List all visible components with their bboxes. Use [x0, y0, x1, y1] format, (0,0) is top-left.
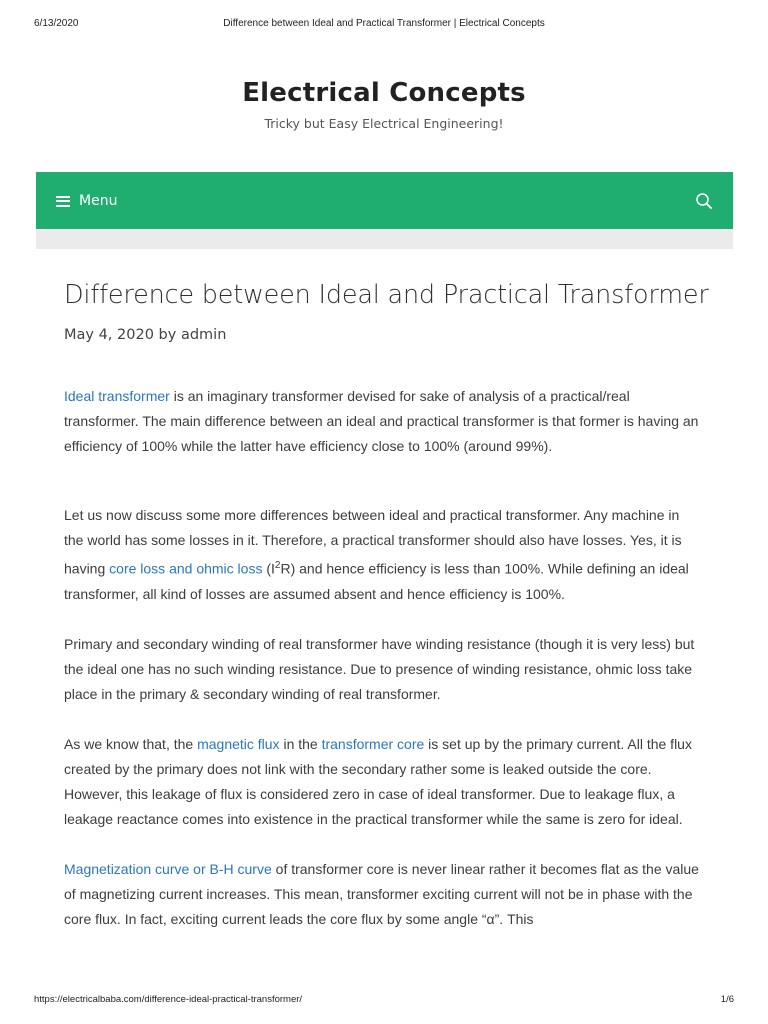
by-label: by: [158, 327, 177, 343]
ideal-transformer-link[interactable]: Ideal transformer: [64, 388, 170, 404]
print-footer: [34, 994, 734, 1008]
paragraph-3: Primary and secondary winding of real transformer have winding resistance (though it is very less) but the ideal one has no such winding resistance. Due to presence of winding resistance, ohmic loss take place in the primary & secondary winding of real transformer.: [64, 635, 695, 702]
p5-text: of transformer core is never linear rather it becomes flat as the value of magnetizing current increases. This mean, transformer exciting current will not be in phase with the core flux. In fact, exciting current leads the core flux by some angle “α”. This: [64, 860, 699, 927]
menu-label: Menu: [79, 193, 118, 209]
article-title: Difference between Ideal and Practical Transformer: [64, 280, 709, 310]
p4-text-b: in the: [279, 735, 322, 752]
p4-text-a: As we know that, the: [64, 735, 198, 752]
print-header: [34, 18, 734, 32]
nav-divider-strip: [36, 229, 733, 249]
post-date[interactable]: May 4, 2020: [64, 327, 154, 343]
core-loss-link[interactable]: core loss and ohmic loss: [109, 560, 263, 577]
paragraph-5: [64, 857, 700, 932]
paragraph-1: [64, 384, 700, 459]
paragraph-4: [64, 732, 700, 832]
menu-toggle-button[interactable]: [56, 191, 117, 211]
article-meta: [64, 327, 226, 343]
site-tagline: Tricky but Easy Electrical Engineering!: [264, 116, 504, 131]
main-navbar: [36, 172, 733, 229]
print-page-number: 1/6: [720, 994, 734, 1005]
print-url: https://electricalbaba.com/difference-ideal-practical-transformer/: [34, 994, 303, 1005]
print-doc-title: Difference between Ideal and Practical Transformer | Electrical Concepts: [223, 18, 545, 29]
p2-text-b: (I: [262, 560, 275, 577]
print-date: 6/13/2020: [34, 18, 79, 29]
search-icon[interactable]: [695, 192, 713, 210]
p2-superscript: 2: [274, 560, 281, 571]
site-title[interactable]: Electrical Concepts: [242, 78, 526, 108]
transformer-core-link[interactable]: transformer core: [321, 735, 425, 752]
hamburger-icon: [56, 196, 70, 207]
p2-text-a: Let us now discuss some more differences between ideal and practical transformer. Any machine in the world has some losses in it. Therefore, a practical transformer should also have losses. Yes, it is having: [64, 507, 682, 577]
magnetic-flux-link[interactable]: magnetic flux: [197, 735, 280, 752]
p4-text-c: is set up by the primary current. All the flux created by the primary does not link with the secondary rather some is leaked outside the core. However, this leakage of flux is considered zero in case of ideal transformer. Due to leakage flux, a leakage reactance comes into existence in the practical transformer while the same is zero for ideal.: [64, 735, 692, 827]
bh-curve-link[interactable]: Magnetization curve or B-H curve: [64, 860, 272, 877]
p1-text: is an imaginary transformer devised for sake of analysis of a practical/real transformer. The main difference between an ideal and practical transformer is that former is having an efficiency of 100% while the latter have efficiency close to 100% (around 99%).: [64, 388, 699, 454]
p2-text-c: R) and hence efficiency is less than 100%. While defining an ideal transformer, all kind of losses are assumed absent and hence efficiency is 100%.: [64, 560, 689, 602]
post-author[interactable]: admin: [180, 327, 227, 343]
paragraph-2: [64, 503, 700, 607]
article-content: [64, 384, 700, 932]
